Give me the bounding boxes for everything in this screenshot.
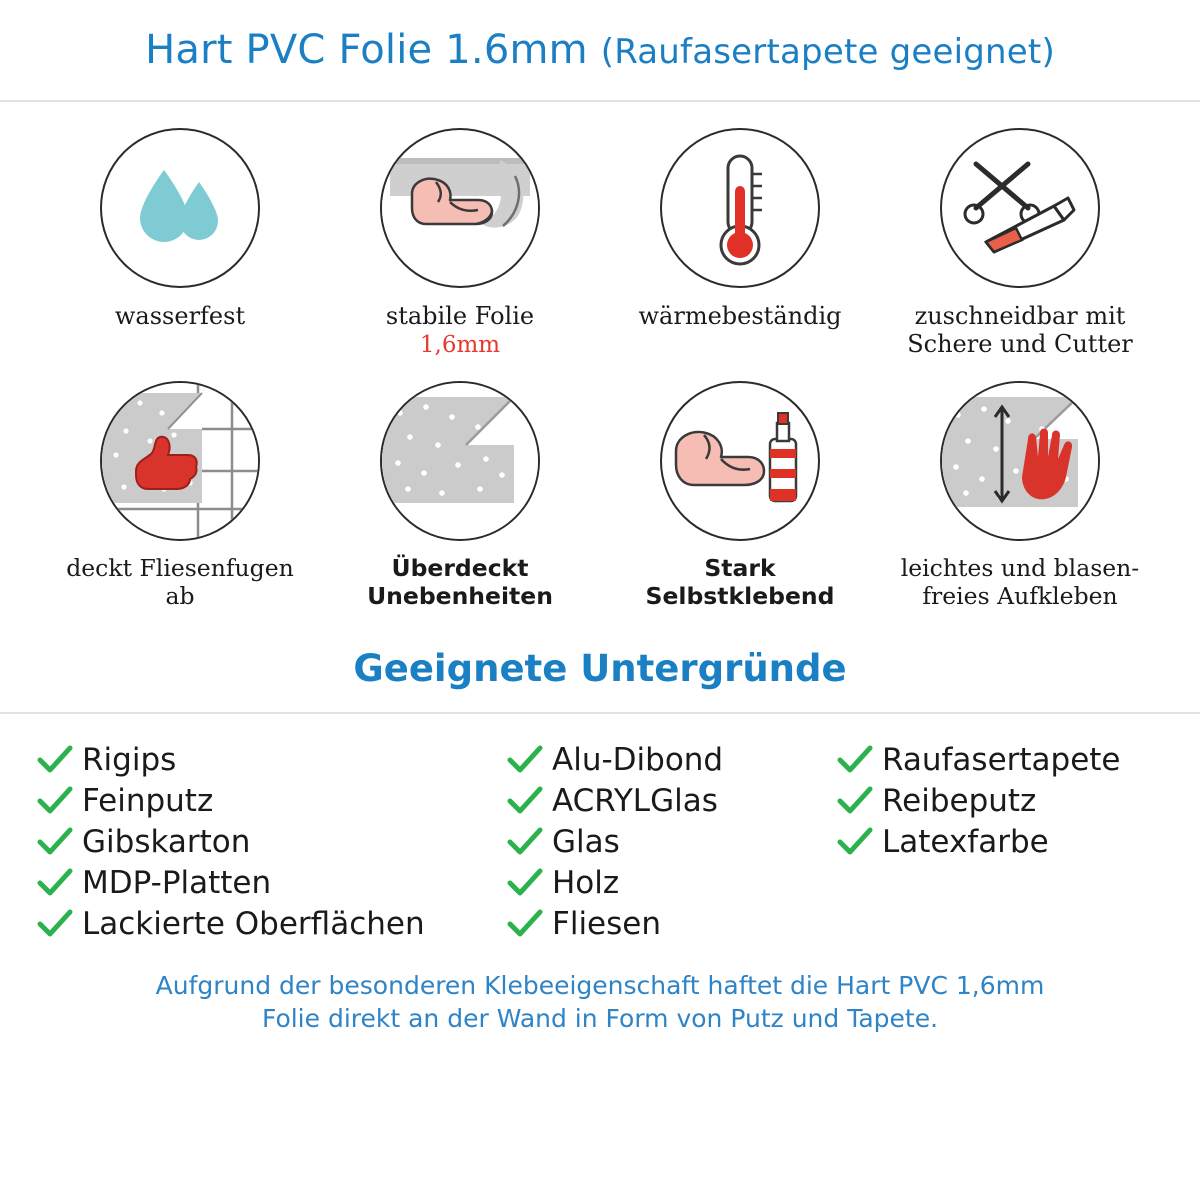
list-item bbox=[506, 781, 836, 822]
page-title-main: Hart PVC Folie 1.6mm bbox=[145, 27, 588, 73]
list-item bbox=[36, 822, 506, 863]
list-item-label: Latexfarbe bbox=[882, 824, 1049, 861]
page-title-sub: (Raufasertapete geeignet) bbox=[600, 32, 1055, 72]
check-icon bbox=[836, 826, 874, 858]
list-item bbox=[36, 863, 506, 904]
feature-caption: zuschneidbar mit Schere und Cutter bbox=[907, 302, 1133, 359]
check-icon bbox=[836, 744, 874, 776]
feature-caption: wasserfest bbox=[114, 302, 246, 330]
section-title: Geeignete Untergründe bbox=[353, 646, 847, 690]
check-icon bbox=[506, 744, 544, 776]
feature-icon-circle bbox=[100, 128, 260, 288]
feature-caption: leichtes und blasen- freies Aufkleben bbox=[900, 554, 1140, 611]
feature-icon-circle bbox=[940, 381, 1100, 541]
list-item bbox=[836, 781, 1164, 822]
list-item bbox=[36, 904, 506, 945]
feature-ueberdeckt-unebenheiten bbox=[320, 381, 600, 610]
feature-grid-row-1 bbox=[0, 102, 1200, 359]
feature-caption: wärmebeständig bbox=[638, 302, 842, 330]
list-item bbox=[836, 740, 1164, 781]
list-item-label: Raufasertapete bbox=[882, 742, 1121, 779]
list-item bbox=[506, 822, 836, 863]
substrate-column-3 bbox=[836, 740, 1164, 945]
list-item-label: Feinputz bbox=[82, 783, 214, 820]
list-item bbox=[506, 904, 836, 945]
list-item-label: Reibeputz bbox=[882, 783, 1037, 820]
check-icon bbox=[36, 744, 74, 776]
feature-caption-text: stabile Folie bbox=[385, 302, 535, 330]
list-item bbox=[36, 740, 506, 781]
footer-note bbox=[0, 969, 1200, 1035]
list-item bbox=[36, 781, 506, 822]
header bbox=[0, 0, 1200, 102]
check-icon bbox=[36, 908, 74, 940]
check-icon bbox=[836, 785, 874, 817]
section-header bbox=[0, 647, 1200, 714]
feature-icon-circle bbox=[940, 128, 1100, 288]
feature-blasenfreies-aufkleben bbox=[880, 381, 1160, 610]
check-icon bbox=[506, 826, 544, 858]
list-item bbox=[836, 822, 1164, 863]
thumbs-up-tile-icon bbox=[102, 383, 258, 539]
thermometer-icon bbox=[662, 130, 818, 286]
water-drops-icon bbox=[102, 130, 258, 286]
feature-wasserfest bbox=[40, 128, 320, 359]
substrate-column-1 bbox=[36, 740, 506, 945]
feature-caption: Überdeckt Unebenheiten bbox=[367, 554, 553, 611]
list-item bbox=[506, 863, 836, 904]
list-item-label: Lackierte Oberflächen bbox=[82, 906, 425, 943]
list-item-label: Gibskarton bbox=[82, 824, 251, 861]
list-item-label: ACRYLGlas bbox=[552, 783, 718, 820]
feature-deckt-fliesenfugen bbox=[40, 381, 320, 610]
feature-grid-row-2 bbox=[0, 359, 1200, 610]
feature-stark-selbstklebend bbox=[600, 381, 880, 610]
feature-caption-sublabel: 1,6mm bbox=[419, 332, 501, 359]
list-item-label: MDP-Platten bbox=[82, 865, 272, 902]
check-icon bbox=[506, 785, 544, 817]
scissors-cutter-icon bbox=[942, 130, 1098, 286]
substrate-list bbox=[0, 714, 1200, 945]
feature-icon-circle bbox=[380, 128, 540, 288]
feature-waermebestaendig bbox=[600, 128, 880, 359]
feature-caption: deckt Fliesenfugen ab bbox=[66, 554, 294, 611]
feature-icon-circle bbox=[100, 381, 260, 541]
footer-note-line-2: Folie direkt an der Wand in Form von Putz und Tapete. bbox=[261, 1003, 939, 1033]
hand-smooth-icon bbox=[942, 383, 1098, 539]
feature-caption: Stark Selbstklebend bbox=[645, 554, 835, 611]
list-item-label: Rigips bbox=[82, 742, 177, 779]
glue-tube bbox=[770, 413, 796, 501]
list-item-label: Fliesen bbox=[552, 906, 661, 943]
feature-stabile-folie bbox=[320, 128, 600, 359]
check-icon bbox=[506, 867, 544, 899]
feature-icon-circle bbox=[660, 128, 820, 288]
list-item-label: Glas bbox=[552, 824, 620, 861]
feature-caption bbox=[386, 302, 534, 359]
feature-zuschneidbar bbox=[880, 128, 1160, 359]
strong-arm-foil-icon bbox=[382, 130, 538, 286]
feature-icon-circle bbox=[660, 381, 820, 541]
list-item-label: Holz bbox=[552, 865, 620, 902]
check-icon bbox=[506, 908, 544, 940]
list-item bbox=[506, 740, 836, 781]
check-icon bbox=[36, 785, 74, 817]
check-icon bbox=[36, 826, 74, 858]
foil-peel-icon bbox=[382, 383, 538, 539]
page-title bbox=[145, 27, 1055, 73]
feature-icon-circle bbox=[380, 381, 540, 541]
footer-note-line-1: Aufgrund der besonderen Klebeeigenschaft haftet die Hart PVC 1,6mm bbox=[155, 970, 1045, 1000]
list-item-label: Alu-Dibond bbox=[552, 742, 724, 779]
substrate-column-2 bbox=[506, 740, 836, 945]
check-icon bbox=[36, 867, 74, 899]
arm-glue-icon bbox=[662, 383, 818, 539]
